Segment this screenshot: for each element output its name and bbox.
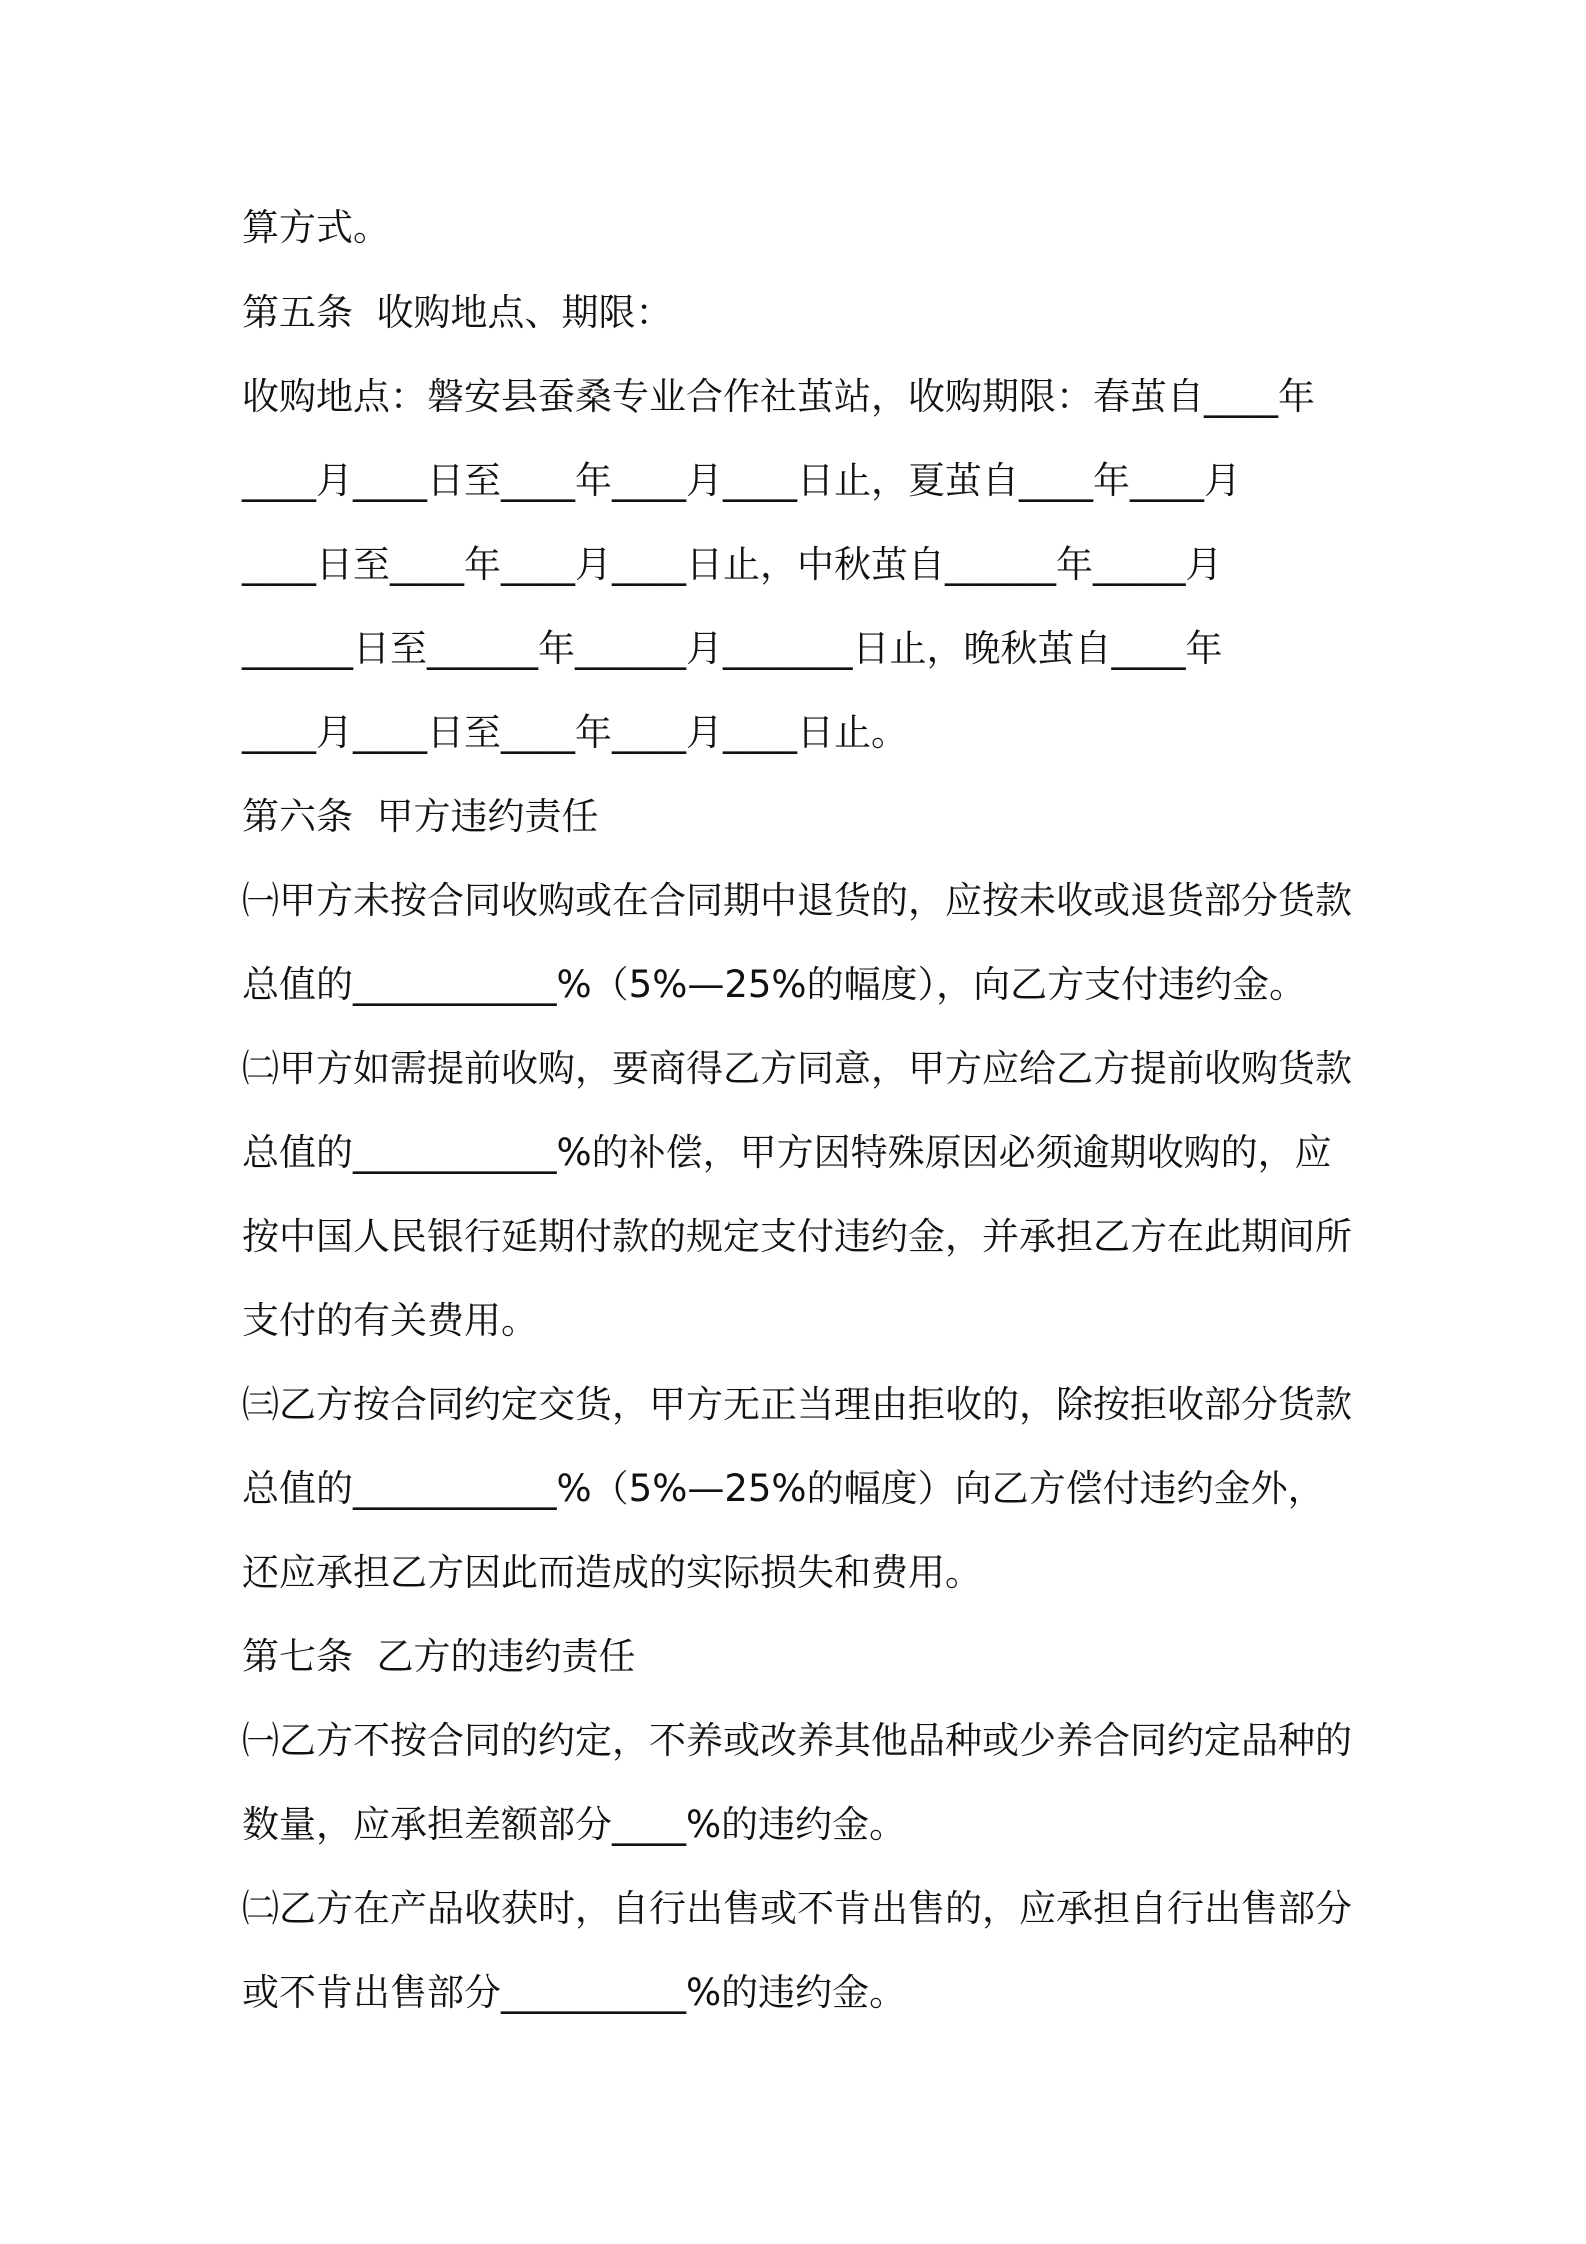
text-line: ____月____日至____年____月____日止，夏茧自____年____月 (242, 459, 1241, 502)
text-line: 支付的有关费用。 (242, 1299, 538, 1342)
text-line: ____月____日至____年____月____日止。 (242, 711, 908, 754)
article-heading: 第七条 乙方的违约责任 (242, 1635, 636, 1678)
text-line: ____日至____年____月____日止，中秋茧自______年_____月 (242, 543, 1223, 586)
article-heading: 第六条 甲方违约责任 (242, 795, 599, 838)
text-line: 总值的___________%（5%—25%的幅度）向乙方偿付违约金外， (242, 1467, 1325, 1510)
text-line: ㈡甲方如需提前收购，要商得乙方同意，甲方应给乙方提前收购货款 (242, 1047, 1352, 1090)
text-line: 总值的___________%的补偿，甲方因特殊原因必须逾期收购的，应 (242, 1131, 1332, 1174)
text-line: 数量，应承担差额部分____%的违约金。 (242, 1803, 907, 1846)
text-line: 或不肯出售部分__________%的违约金。 (242, 1971, 907, 2014)
text-line: ______日至______年______月_______日止，晚秋茧自____年 (242, 627, 1223, 670)
text-line: 总值的___________%（5%—25%的幅度），向乙方支付违约金。 (242, 963, 1307, 1006)
text-line: 按中国人民银行延期付款的规定支付违约金，并承担乙方在此期间所 (242, 1215, 1352, 1258)
text-line: 收购地点：磐安县蚕桑专业合作社茧站，收购期限：春茧自____年 (242, 375, 1315, 418)
text-line: ㈡乙方在产品收获时，自行出售或不肯出售的，应承担自行出售部分 (242, 1887, 1352, 1930)
text-line: ㈢乙方按合同约定交货，甲方无正当理由拒收的，除按拒收部分货款 (242, 1383, 1352, 1426)
text-line: ㈠甲方未按合同收购或在合同期中退货的，应按未收或退货部分货款 (242, 879, 1352, 922)
article-heading: 第五条 收购地点、期限： (242, 291, 673, 334)
text-line: ㈠乙方不按合同的约定，不养或改养其他品种或少养合同约定品种的 (242, 1719, 1352, 1762)
text-line: 还应承担乙方因此而造成的实际损失和费用。 (242, 1551, 982, 1594)
text-line: 算方式。 (242, 206, 390, 249)
